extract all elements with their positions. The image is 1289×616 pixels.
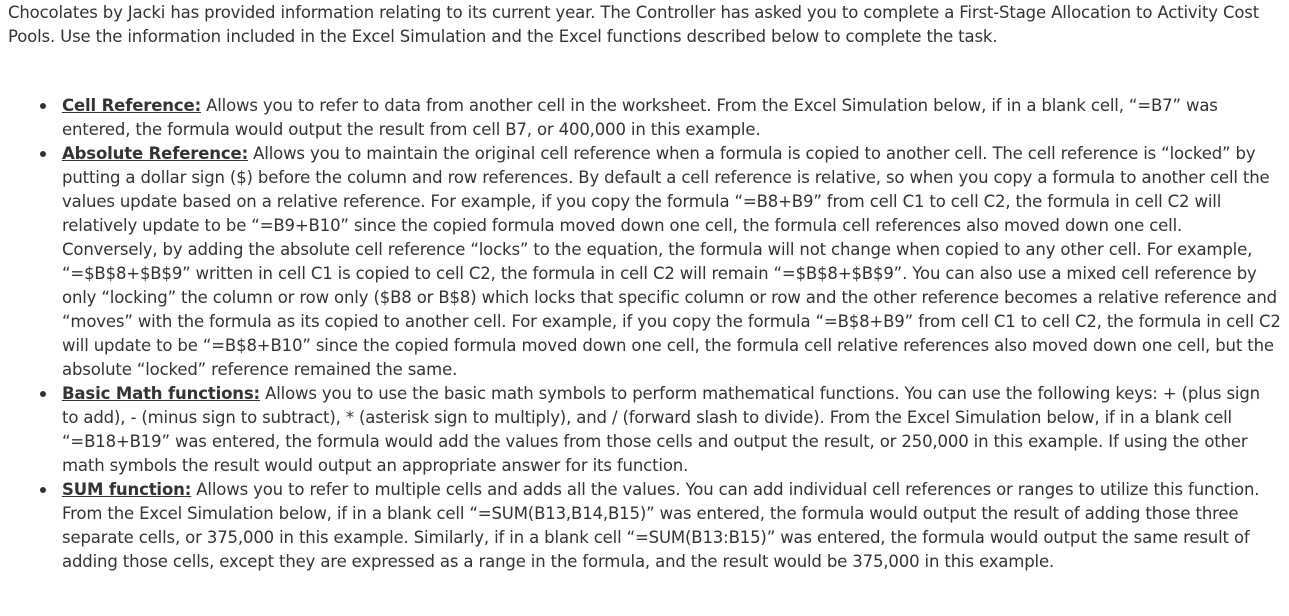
description-sum-function: Allows you to refer to multiple cells and adds all the values. You can add individual cell references or ranges to utilize this function. From the Excel Simulation below, if in a blank cell “=SUM(B13,B14,B15)” was entered, the formula would output the result of adding those three separate cells, or 375,000 in this example. Similarly, if in a blank cell “=SUM(B13:B15)” was entered, the formula would output the same result of adding those cells, except they are expressed as a range in the formula, and the result would be 375,000 in this example. <box>62 480 1260 571</box>
intro-paragraph: Chocolates by Jacki has provided information relating to its current year. The Controller has asked you to complete a First-Stage Allocation to Activity Cost Pools. Use the information included in the Excel Simulation and the Excel functions described below to complete the task. <box>8 3 1260 46</box>
bullet-icon <box>40 151 46 157</box>
description-cell-reference: Allows you to refer to data from another cell in the worksheet. From the Excel Simulation below, if in a blank cell, “=B7” was entered, the formula would output the result from cell B7, or 400,000 in this example. <box>62 96 1218 139</box>
list-item-basic-math <box>0 382 1289 478</box>
list-item-absolute-reference <box>0 142 1289 382</box>
term-absolute-reference: Absolute Reference: <box>62 144 249 163</box>
term-basic-math: Basic Math functions: <box>62 384 260 403</box>
term-cell-reference: Cell Reference: <box>62 96 202 115</box>
description-basic-math: Allows you to use the basic math symbols to perform mathematical functions. You can use the following keys: + (plus sign to add), - (minus sign to subtract), * (asterisk sign to multiply), and / (forward slash to divide). From the Excel Simulation below, if in a blank cell “=B18+B19” was entered, the formula would add the values from those cells and output the result, or 250,000 in this example. If using the other math symbols the result would output an appropriate answer for its function. <box>62 384 1260 475</box>
list-item-cell-reference <box>0 94 1289 142</box>
description-absolute-reference: Allows you to maintain the original cell reference when a formula is copied to another cell. The cell reference is “locked” by putting a dollar sign ($) before the column and row references. By default a cell reference is relative, so when you copy a formula to another cell the values update based on a relative reference. For example, if you copy the formula “=B8+B9” from cell C1 to cell C2, the formula in cell C2 will relatively update to be “=B9+B10” since the copied formula moved down one cell, the formula cell references also moved down one cell. Conversely, by adding the absolute cell reference “locks” to the equation, the formula will not change when copied to any other cell. For example, “=$B$8+$B$9” written in cell C1 is copied to cell C2, the formula in cell C2 will remain “=$B$8+$B$9”. You can also use a mixed cell reference by only “locking” the column or row only ($B8 or B$8) which locks that specific column or row and the other reference becomes a relative reference and “moves” with the formula as its copied to another cell. For example, if you copy the formula “=B$8+B9” from cell C1 to cell C2, the formula in cell C2 will update to be “=B$8+B10” since the copied formula moved down one cell, the formula cell relative references also moved down one cell, but the absolute “locked” reference remained the same. <box>62 144 1281 379</box>
term-sum-function: SUM function: <box>62 480 192 499</box>
bullet-icon <box>40 103 46 109</box>
list-item-sum-function <box>0 478 1289 574</box>
bullet-icon <box>40 391 46 397</box>
excel-functions-list <box>0 94 1289 574</box>
bullet-icon <box>40 487 46 493</box>
